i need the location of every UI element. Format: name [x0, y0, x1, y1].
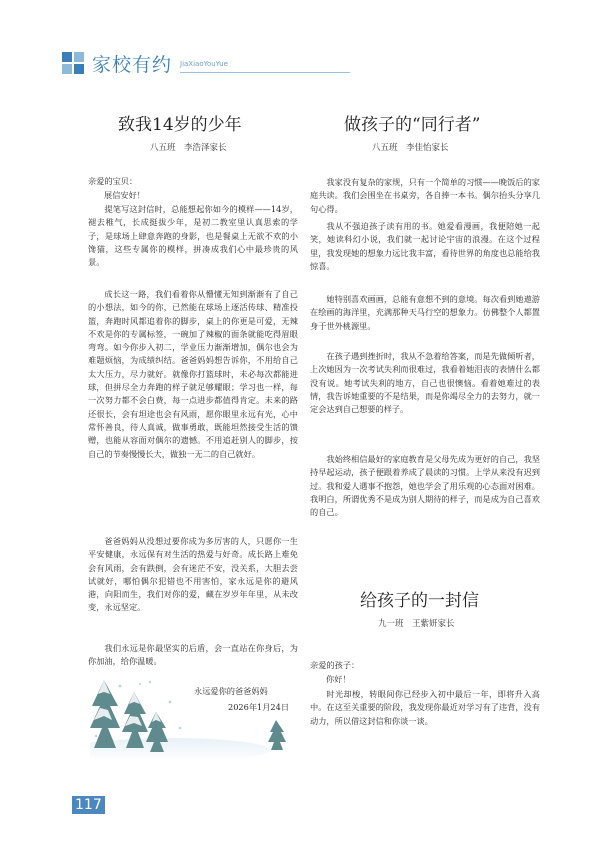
letter-greeting: 你好！	[326, 674, 351, 684]
left-article-title: 致我14岁的少年	[118, 115, 242, 135]
right-paragraph-4: 在孩子遇到挫折时，我从不急着给答案，而是先做倾听者，上次她因为一次考试失利而很难过，我看着她泪丧的表情什么都没有说。她考试失利的地方，自己也很懊恼。看着她难过的表情，我告诉她重要的不是结果，而是你竭尽全力的去努力，就一定会达到自己想要的样子。	[310, 351, 540, 415]
page-number: 117	[72, 796, 105, 814]
logo-squares-icon	[62, 52, 86, 76]
left-paragraph-2: 成长这一路，我们看着你从懵懂无知到渐渐有了自己的小想法，如今的你，已然能在球场上逐活传球、精准投篮，奔跑时风都追着你的脚步，桌上的你更是可爱，无辣不欢是你的专属标签，一碗加了辣椒的面条就能吃得眉眼弯弯。如今你步入初二，学业压力渐渐增加，偶尔也会为难题烦恼，为成绩纠结。爸爸妈妈想告诉你，不用给自己太大压力，尽力就好。就像你打篮球时，未必每次都能进球，但拼尽全力奔跑的样子就足够耀眼；学习也一样，每一次努力都不会白费，每一点进步都值得肯定。未来的路还很长，会有坦途也会有风雨，愿你眼里永远有光，心中常怀善良，待人真诚，做事勇敢，既能坦然接受生活的馈赠，也能从容面对偶尔的遗憾。不用追赶别人的脚步，按自己的节奏慢慢长大，做独一无二的自己就好。	[88, 289, 298, 459]
left-paragraph-3: 爸爸妈妈从没想过要你成为多厉害的人，只愿你一生平安健康，永远保有对生活的热爱与好奇。成长路上难免会有风雨，会有跌倒，会有迷茫不安，没关系，大胆去尝试就好，哪怕偶尔犯错也不用害怕，家永远是你的避风港，向阳而生，我们对你的爱，藏在岁岁年年里，从未改变，永远坚定。	[88, 536, 298, 613]
right-paragraph-3: 她特别喜欢画画，总能有意想不到的意境。每次看到她遨游在绘画的海洋里，充满那种天马行空的想象力。仿佛整个人都置身于世外桃源里。	[310, 294, 540, 331]
right-article-title: 做孩子的“同行者”	[344, 115, 481, 135]
left-date: 2026年1月24日	[228, 702, 290, 712]
right-paragraph-5: 我始终相信最好的家庭教育是父母先成为更好的自己，我坚持早起运动，孩子便跟着养成了晨读的习惯。上学从来没有迟到过。我和爱人遇事不抱怨，她也学会了用乐观的心态面对困难。我明白，所谓优秀不是成为别人期待的样子，而是成为自己喜欢的自己。	[310, 454, 540, 518]
right-paragraph-1: 我家没有复杂的家规，只有一个简单的习惯——晚饭后的家庭共读。我们会围坐在书桌旁，各自捧一本书。偶尔抬头分享几句心得。	[310, 177, 540, 214]
right-paragraph-2: 我从不强迫孩子读有用的书。她爱看漫画，我便陪她一起笑，她读科幻小说，我们就一起讨论宇宙的浪漫。在这个过程里，我发现她的想象力远比我丰富，看待世界的角度也总能给我惊喜。	[310, 221, 540, 271]
snowy-trees-illustration	[90, 672, 290, 758]
left-paragraph-1: 提笔写这封信时，总能想起你如今的模样——14岁，褪去稚气，长成挺拔少年，是初二教室里认真思索的学子，是球场上肆意奔跑的身影，也是餐桌上无欲不欢的小馋猫，这些专属你的模样，拼凑成我们心中最珍贵的风景。	[88, 204, 298, 268]
left-salutation: 亲爱的宝贝：	[88, 176, 138, 186]
left-greeting: 展信安好！	[104, 190, 145, 200]
section-header	[62, 48, 542, 78]
header-subtitle: JiaXiaoYouYue	[180, 60, 228, 68]
left-article-byline: 八五班 李浩泽家长	[150, 143, 227, 153]
left-signature: 永远爱你的爸爸妈妈	[194, 686, 268, 696]
letter-salutation: 亲爱的孩子：	[310, 660, 360, 670]
letter-title: 给孩子的一封信	[360, 591, 479, 611]
header-title: 家校有约	[92, 54, 173, 76]
right-article-byline: 八五班 李佳怡家长	[372, 143, 449, 153]
letter-byline: 九一班 王紫妍家长	[378, 619, 455, 629]
left-paragraph-4: 我们永远是你最坚实的后盾，会一直站在你身后，为你加油，给你温暖。	[88, 643, 298, 667]
letter-paragraph-1: 时光却梭，转眼间你已经步入初中最后一年，即将升入高中。在这至关重要的阶段，我发现你最近对学习有了违背，没有动力，所以借这封信和你谈一谈。	[310, 689, 540, 726]
header-divider	[180, 72, 350, 73]
